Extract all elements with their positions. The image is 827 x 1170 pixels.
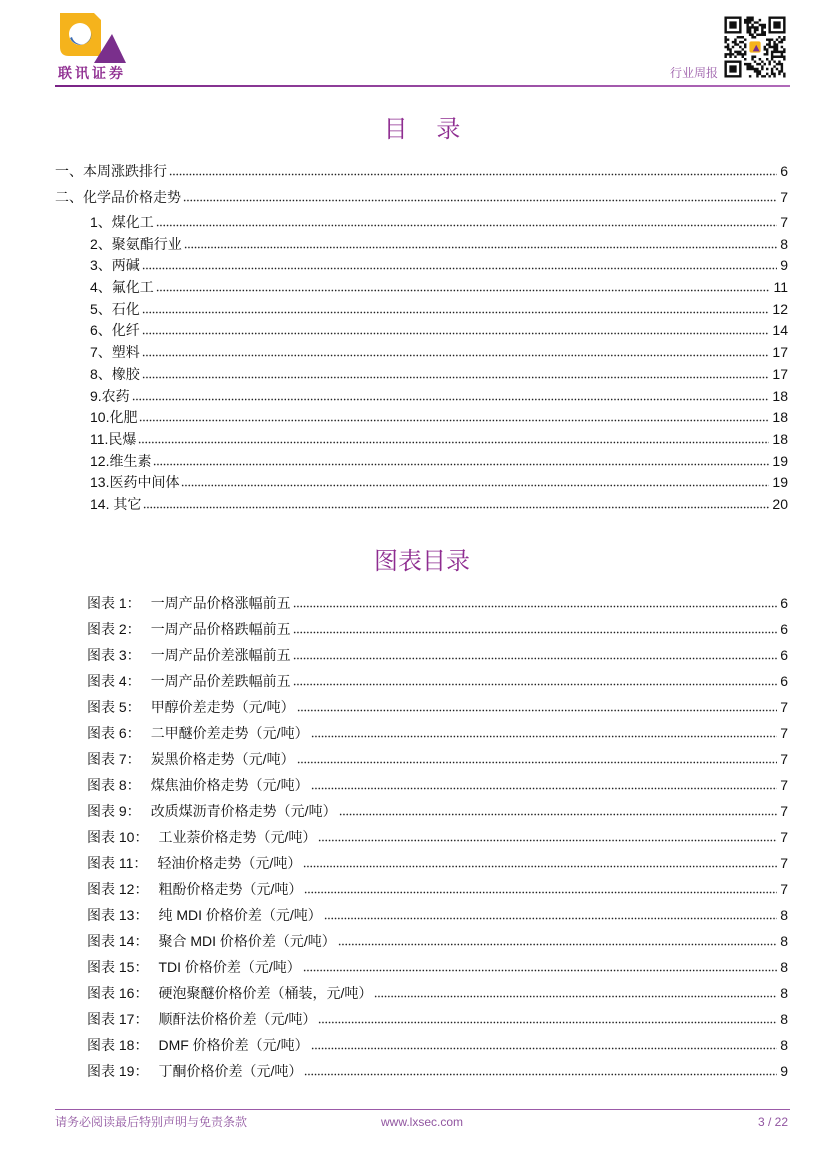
figure-entry-label: 图表 8： (87, 777, 141, 793)
figure-entry[interactable] (87, 850, 788, 876)
toc-leader (142, 332, 770, 335)
toc-subentry[interactable] (55, 494, 788, 516)
toc-entry-label: 1、煤化工 (90, 214, 154, 230)
figure-entry[interactable] (87, 720, 788, 746)
figure-entry-page: 6 (780, 595, 788, 611)
figure-leader (304, 891, 777, 894)
toc-entry-page: 8 (780, 235, 788, 252)
figure-leader (297, 709, 778, 712)
toc-entry-label: 二、化学品价格走势 (55, 189, 181, 205)
figure-entry-title: 二甲醚价差走势（元/吨） (150, 725, 309, 741)
figure-leader (297, 761, 778, 764)
header-divider (55, 85, 790, 87)
toc-entry-label: 10.化肥 (90, 409, 138, 426)
figure-entry-label: 图表 2： (87, 621, 141, 637)
toc-entry-label: 9.农药 (90, 387, 130, 404)
report-type-label: 行业周报 (669, 66, 718, 80)
figure-leader (293, 605, 778, 608)
figure-entry-page: 8 (780, 907, 788, 923)
toc-entry-page: 19 (772, 474, 788, 491)
toc-entry-label: 13.医药中间体 (90, 474, 180, 491)
figure-entry[interactable] (87, 980, 788, 1006)
figure-entry-label: 图表 3： (87, 647, 141, 663)
figure-entry-page: 6 (780, 621, 788, 637)
figure-entry-title: 一周产品价格涨幅前五 (150, 595, 291, 611)
toc-entry-page: 6 (780, 163, 788, 179)
brand-logo (56, 10, 128, 66)
figure-entry[interactable] (87, 772, 788, 798)
figure-entry[interactable] (87, 668, 788, 694)
toc-entry-page: 17 (772, 365, 788, 382)
toc-leader (181, 484, 769, 487)
toc-leader (169, 173, 777, 176)
toc-entry-label: 6、化纤 (90, 322, 140, 339)
toc-entry-page: 7 (780, 189, 788, 205)
toc-subentry[interactable] (55, 451, 788, 473)
toc-subentry[interactable] (55, 212, 788, 234)
figure-entry-label: 图表 1： (87, 595, 141, 611)
toc-entry-page: 17 (772, 344, 788, 361)
figure-entry-label: 图表 14： (87, 933, 149, 949)
toc-entry-label: 一、本周涨跌排行 (55, 163, 167, 179)
toc-leader (153, 463, 769, 466)
toc-leader (143, 506, 769, 509)
figure-entry-label: 图表 5： (87, 699, 141, 715)
figure-leader (311, 735, 778, 738)
toc-subentry[interactable] (55, 386, 788, 408)
figure-entry-page: 9 (780, 1063, 788, 1079)
brand-name: 联讯证券 (58, 65, 126, 81)
toc-subentry[interactable] (55, 277, 788, 299)
figure-leader (293, 657, 778, 660)
toc-leader (139, 419, 769, 422)
figure-entry-label: 图表 10： (87, 829, 149, 845)
figure-entry-label: 图表 13： (87, 907, 149, 923)
figure-entry-title: 聚合 MDI 价格价差（元/吨） (158, 933, 336, 949)
figure-entry-page: 7 (780, 777, 788, 793)
toc-entry-page: 7 (780, 214, 788, 230)
figure-leader (293, 683, 778, 686)
website-link[interactable]: www.lxsec.com (381, 1115, 464, 1129)
figure-entry[interactable] (87, 590, 788, 616)
figure-entry[interactable] (87, 824, 788, 850)
figure-leader (304, 1073, 777, 1076)
figure-leader (303, 865, 777, 868)
toc-entry-label: 14. 其它 (90, 495, 142, 512)
figure-entry-page: 7 (780, 855, 788, 871)
figure-entry-title: TDI 价格价差（元/吨） (158, 959, 301, 975)
toc-leader (142, 376, 770, 379)
toc-subentry[interactable] (55, 299, 788, 321)
figure-entry-title: 轻油价格走势（元/吨） (157, 855, 302, 871)
toc-subentry[interactable] (55, 234, 788, 256)
toc-subentry[interactable] (55, 255, 788, 277)
figure-entry[interactable] (87, 642, 788, 668)
figure-entry-title: 纯 MDI 价格价差（元/吨） (158, 907, 322, 923)
toc-entry-label: 7、塑料 (90, 344, 140, 361)
figure-entry[interactable] (87, 902, 788, 928)
toc-entry-page: 12 (772, 300, 788, 317)
figure-leader (324, 917, 777, 920)
figure-entry-title: 改质煤沥青价格走势（元/吨） (150, 803, 337, 819)
figure-leader (311, 1047, 778, 1050)
figure-entry-label: 图表 17： (87, 1011, 149, 1027)
figure-entry[interactable] (87, 876, 788, 902)
figure-entry-label: 图表 7： (87, 751, 141, 767)
figure-entry-label: 图表 9： (87, 803, 141, 819)
figure-entry-label: 图表 18： (87, 1037, 149, 1053)
table-of-contents (55, 158, 788, 516)
toc-entry-page: 9 (780, 257, 788, 274)
toc-subsection-list (55, 210, 788, 516)
figure-leader (318, 839, 777, 842)
toc-leader (132, 398, 770, 401)
figure-leader (374, 995, 777, 998)
toc-entry-page: 14 (772, 322, 788, 339)
figure-entry[interactable] (87, 616, 788, 642)
figure-entry-title: DMF 价格价差（元/吨） (158, 1037, 309, 1053)
figure-entry[interactable] (87, 954, 788, 980)
figure-entry-page: 7 (780, 699, 788, 715)
toc-entry-label: 2、聚氨酯行业 (90, 235, 182, 252)
figure-entry-page: 6 (780, 673, 788, 689)
figure-entry-page: 8 (780, 985, 788, 1001)
figure-entry-page: 7 (780, 803, 788, 819)
figure-entry[interactable] (87, 928, 788, 954)
footer-divider (55, 1109, 790, 1110)
figure-entry-page: 8 (780, 933, 788, 949)
toc-entry-page: 18 (772, 409, 788, 426)
figure-entry-page: 7 (780, 881, 788, 897)
toc-entry-label: 5、石化 (90, 300, 140, 317)
toc-entry-label: 3、两碱 (90, 257, 140, 274)
toc-entry-label: 11.民爆 (90, 430, 137, 447)
figure-entry-label: 图表 19： (87, 1063, 149, 1079)
figure-entry-page: 6 (780, 647, 788, 663)
figure-leader (318, 1021, 777, 1024)
toc-leader (142, 311, 770, 314)
figure-entry[interactable] (87, 798, 788, 824)
figure-entry-label: 图表 11： (87, 855, 148, 871)
logo-circle (69, 23, 91, 45)
toc-entry[interactable] (55, 158, 788, 184)
page-indicator: 3 / 22 (757, 1115, 788, 1129)
toc-leader (138, 441, 769, 444)
figure-leader (303, 969, 777, 972)
toc-subentry[interactable] (55, 364, 788, 386)
figure-list-title: 图表目录 (374, 548, 470, 575)
figure-leader (338, 943, 777, 946)
figure-entry-page: 7 (780, 829, 788, 845)
figure-entry-title: 顺酐法价格价差（元/吨） (158, 1011, 317, 1027)
disclaimer-text: 请务必阅读最后特别声明与免责条款 (55, 1115, 248, 1129)
figure-entry-label: 图表 12： (87, 881, 149, 897)
figure-entry[interactable] (87, 694, 788, 720)
toc-subentry[interactable] (55, 472, 788, 494)
toc-entry-label: 8、橡胶 (90, 365, 140, 382)
toc-subentry[interactable] (55, 429, 788, 451)
figure-entry-title: 一周产品价格跌幅前五 (150, 621, 291, 637)
toc-title: 目 录 (383, 116, 461, 143)
figure-entry-title: 煤焦油价格走势（元/吨） (150, 777, 309, 793)
figure-leader (293, 631, 778, 634)
figure-entry-page: 7 (780, 725, 788, 741)
figure-entry-title: 一周产品价差涨幅前五 (150, 647, 291, 663)
toc-leader (156, 289, 771, 292)
figure-list (87, 590, 788, 1084)
figure-entry-page: 7 (780, 751, 788, 767)
figure-entry-title: 甲醇价差走势（元/吨） (150, 699, 295, 715)
toc-entry-page: 20 (772, 495, 788, 512)
toc-leader (142, 267, 777, 270)
toc-leader (183, 199, 777, 202)
toc-subentry[interactable] (55, 342, 788, 364)
figure-entry[interactable] (87, 1058, 788, 1084)
figure-entry-label: 图表 15： (87, 959, 149, 975)
figure-entry-title: 一周产品价差跌幅前五 (150, 673, 291, 689)
toc-subentry[interactable] (55, 320, 788, 342)
toc-leader (142, 354, 770, 357)
figure-entry-label: 图表 4： (87, 673, 141, 689)
toc-entry-page: 18 (772, 387, 788, 404)
figure-leader (311, 787, 778, 790)
toc-entry[interactable] (55, 184, 788, 210)
figure-entry[interactable] (87, 1006, 788, 1032)
figure-entry-title: 粗酚价格走势（元/吨） (158, 881, 303, 897)
figure-entry-title: 工业萘价格走势（元/吨） (158, 829, 317, 845)
toc-subentry[interactable] (55, 407, 788, 429)
figure-entry-page: 8 (780, 1037, 788, 1053)
qr-code (722, 14, 788, 80)
figure-entry[interactable] (87, 1032, 788, 1058)
figure-leader (339, 813, 778, 816)
toc-leader (184, 246, 777, 249)
toc-entry-page: 18 (772, 430, 788, 447)
figure-entry-title: 炭黑价格走势（元/吨） (150, 751, 295, 767)
figure-entry-label: 图表 16： (87, 985, 149, 1001)
figure-entry-page: 8 (780, 1011, 788, 1027)
toc-entry-page: 19 (772, 452, 788, 469)
figure-entry-label: 图表 6： (87, 725, 141, 741)
figure-entry-title: 丁酮价格价差（元/吨） (158, 1063, 303, 1079)
toc-leader (156, 224, 777, 227)
toc-entry-label: 4、氟化工 (90, 279, 154, 296)
figure-entry-title: 硬泡聚醚价格价差（桶装，元/吨） (158, 985, 373, 1001)
figure-entry-page: 8 (780, 959, 788, 975)
figure-entry[interactable] (87, 746, 788, 772)
toc-entry-label: 12.维生素 (90, 452, 152, 469)
toc-entry-page: 11 (773, 279, 788, 296)
